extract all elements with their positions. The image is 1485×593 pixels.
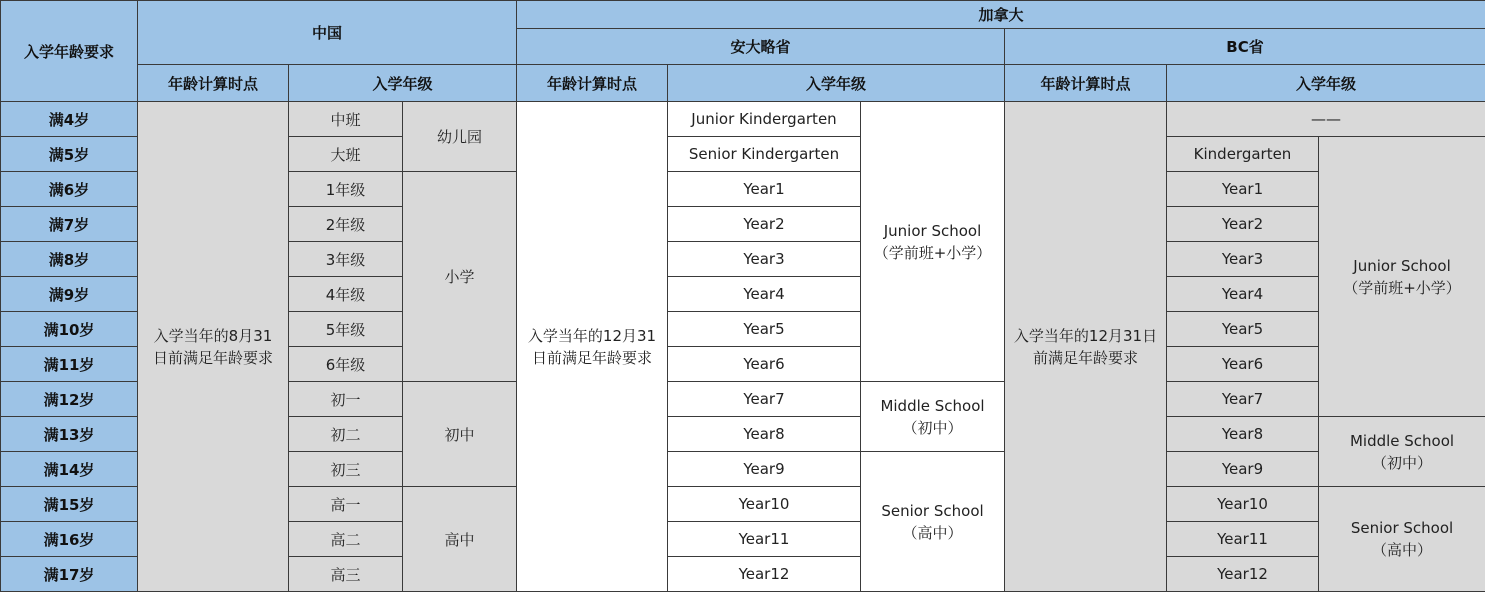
age-cell: 满9岁 — [1, 277, 138, 312]
ontario-grade-cell: Senior Kindergarten — [668, 137, 861, 172]
age-cell: 满16岁 — [1, 522, 138, 557]
age-cell: 满6岁 — [1, 172, 138, 207]
china-grade-cell: 初三 — [289, 452, 403, 487]
bc-header: BC省 — [1005, 29, 1485, 65]
ontario-grade-cell: Year2 — [668, 207, 861, 242]
age-cell: 满7岁 — [1, 207, 138, 242]
ontario-grade-cell: Year12 — [668, 557, 861, 592]
ontario-grade-header: 入学年级 — [668, 65, 1005, 102]
china-grade-cell: 中班 — [289, 102, 403, 137]
ontario-grade-cell: Year11 — [668, 522, 861, 557]
ontario-grade-cell: Year7 — [668, 382, 861, 417]
age-cell: 满4岁 — [1, 102, 138, 137]
bc-grade-cell: Year3 — [1167, 242, 1319, 277]
ontario-grade-cell: Year8 — [668, 417, 861, 452]
china-stage-primary: 小学 — [403, 172, 517, 382]
ontario-grade-cell: Year5 — [668, 312, 861, 347]
bc-grade-cell: Year4 — [1167, 277, 1319, 312]
bc-grade-cell: Year9 — [1167, 452, 1319, 487]
ontario-grade-cell: Junior Kindergarten — [668, 102, 861, 137]
china-stage-junior-middle: 初中 — [403, 382, 517, 487]
bc-stage-senior: Senior School （高中） — [1319, 487, 1485, 592]
china-grade-cell: 1年级 — [289, 172, 403, 207]
ontario-stage-middle: Middle School （初中） — [861, 382, 1005, 452]
ontario-calc-header: 年龄计算时点 — [517, 65, 668, 102]
china-grade-cell: 初二 — [289, 417, 403, 452]
china-calc-rule: 入学当年的8月31 日前满足年龄要求 — [138, 102, 289, 592]
ontario-stage-junior: Junior School （学前班+小学） — [861, 102, 1005, 382]
bc-stage-middle: Middle School （初中） — [1319, 417, 1485, 487]
bc-none-cell: —— — [1167, 102, 1485, 137]
age-cell: 满17岁 — [1, 557, 138, 592]
china-grade-cell: 6年级 — [289, 347, 403, 382]
bc-grade-cell: Year2 — [1167, 207, 1319, 242]
ontario-grade-cell: Year9 — [668, 452, 861, 487]
bc-grade-cell: Year11 — [1167, 522, 1319, 557]
age-cell: 满12岁 — [1, 382, 138, 417]
age-cell: 满13岁 — [1, 417, 138, 452]
ontario-grade-cell: Year6 — [668, 347, 861, 382]
bc-grade-cell: Year7 — [1167, 382, 1319, 417]
age-requirement-header: 入学年龄要求 — [1, 1, 138, 102]
ontario-calc-rule: 入学当年的12月31 日前满足年龄要求 — [517, 102, 668, 592]
china-header: 中国 — [138, 1, 517, 65]
china-stage-kindergarten: 幼儿园 — [403, 102, 517, 172]
bc-grade-header: 入学年级 — [1167, 65, 1485, 102]
china-grade-cell: 高二 — [289, 522, 403, 557]
bc-grade-cell: Year12 — [1167, 557, 1319, 592]
china-grade-cell: 初一 — [289, 382, 403, 417]
age-cell: 满14岁 — [1, 452, 138, 487]
table-row — [1, 102, 1485, 137]
china-grade-cell: 高一 — [289, 487, 403, 522]
bc-calc-header: 年龄计算时点 — [1005, 65, 1167, 102]
china-grade-header: 入学年级 — [289, 65, 517, 102]
canada-header: 加拿大 — [517, 1, 1485, 29]
china-calc-header: 年龄计算时点 — [138, 65, 289, 102]
bc-grade-cell: Year1 — [1167, 172, 1319, 207]
china-grade-cell: 5年级 — [289, 312, 403, 347]
china-grade-cell: 4年级 — [289, 277, 403, 312]
china-grade-cell: 大班 — [289, 137, 403, 172]
ontario-grade-cell: Year10 — [668, 487, 861, 522]
bc-calc-rule: 入学当年的12月31日 前满足年龄要求 — [1005, 102, 1167, 592]
age-cell: 满5岁 — [1, 137, 138, 172]
china-stage-senior-high: 高中 — [403, 487, 517, 592]
ontario-header: 安大略省 — [517, 29, 1005, 65]
bc-grade-cell: Year10 — [1167, 487, 1319, 522]
bc-grade-cell: Year8 — [1167, 417, 1319, 452]
bc-grade-cell: Year5 — [1167, 312, 1319, 347]
bc-grade-cell: Year6 — [1167, 347, 1319, 382]
ontario-grade-cell: Year3 — [668, 242, 861, 277]
age-cell: 满8岁 — [1, 242, 138, 277]
age-cell: 满10岁 — [1, 312, 138, 347]
china-grade-cell: 2年级 — [289, 207, 403, 242]
ontario-stage-senior: Senior School （高中） — [861, 452, 1005, 592]
bc-grade-cell: Kindergarten — [1167, 137, 1319, 172]
ontario-grade-cell: Year4 — [668, 277, 861, 312]
age-cell: 满15岁 — [1, 487, 138, 522]
ontario-grade-cell: Year1 — [668, 172, 861, 207]
china-grade-cell: 3年级 — [289, 242, 403, 277]
china-grade-cell: 高三 — [289, 557, 403, 592]
age-cell: 满11岁 — [1, 347, 138, 382]
bc-stage-junior: Junior School （学前班+小学） — [1319, 137, 1485, 417]
